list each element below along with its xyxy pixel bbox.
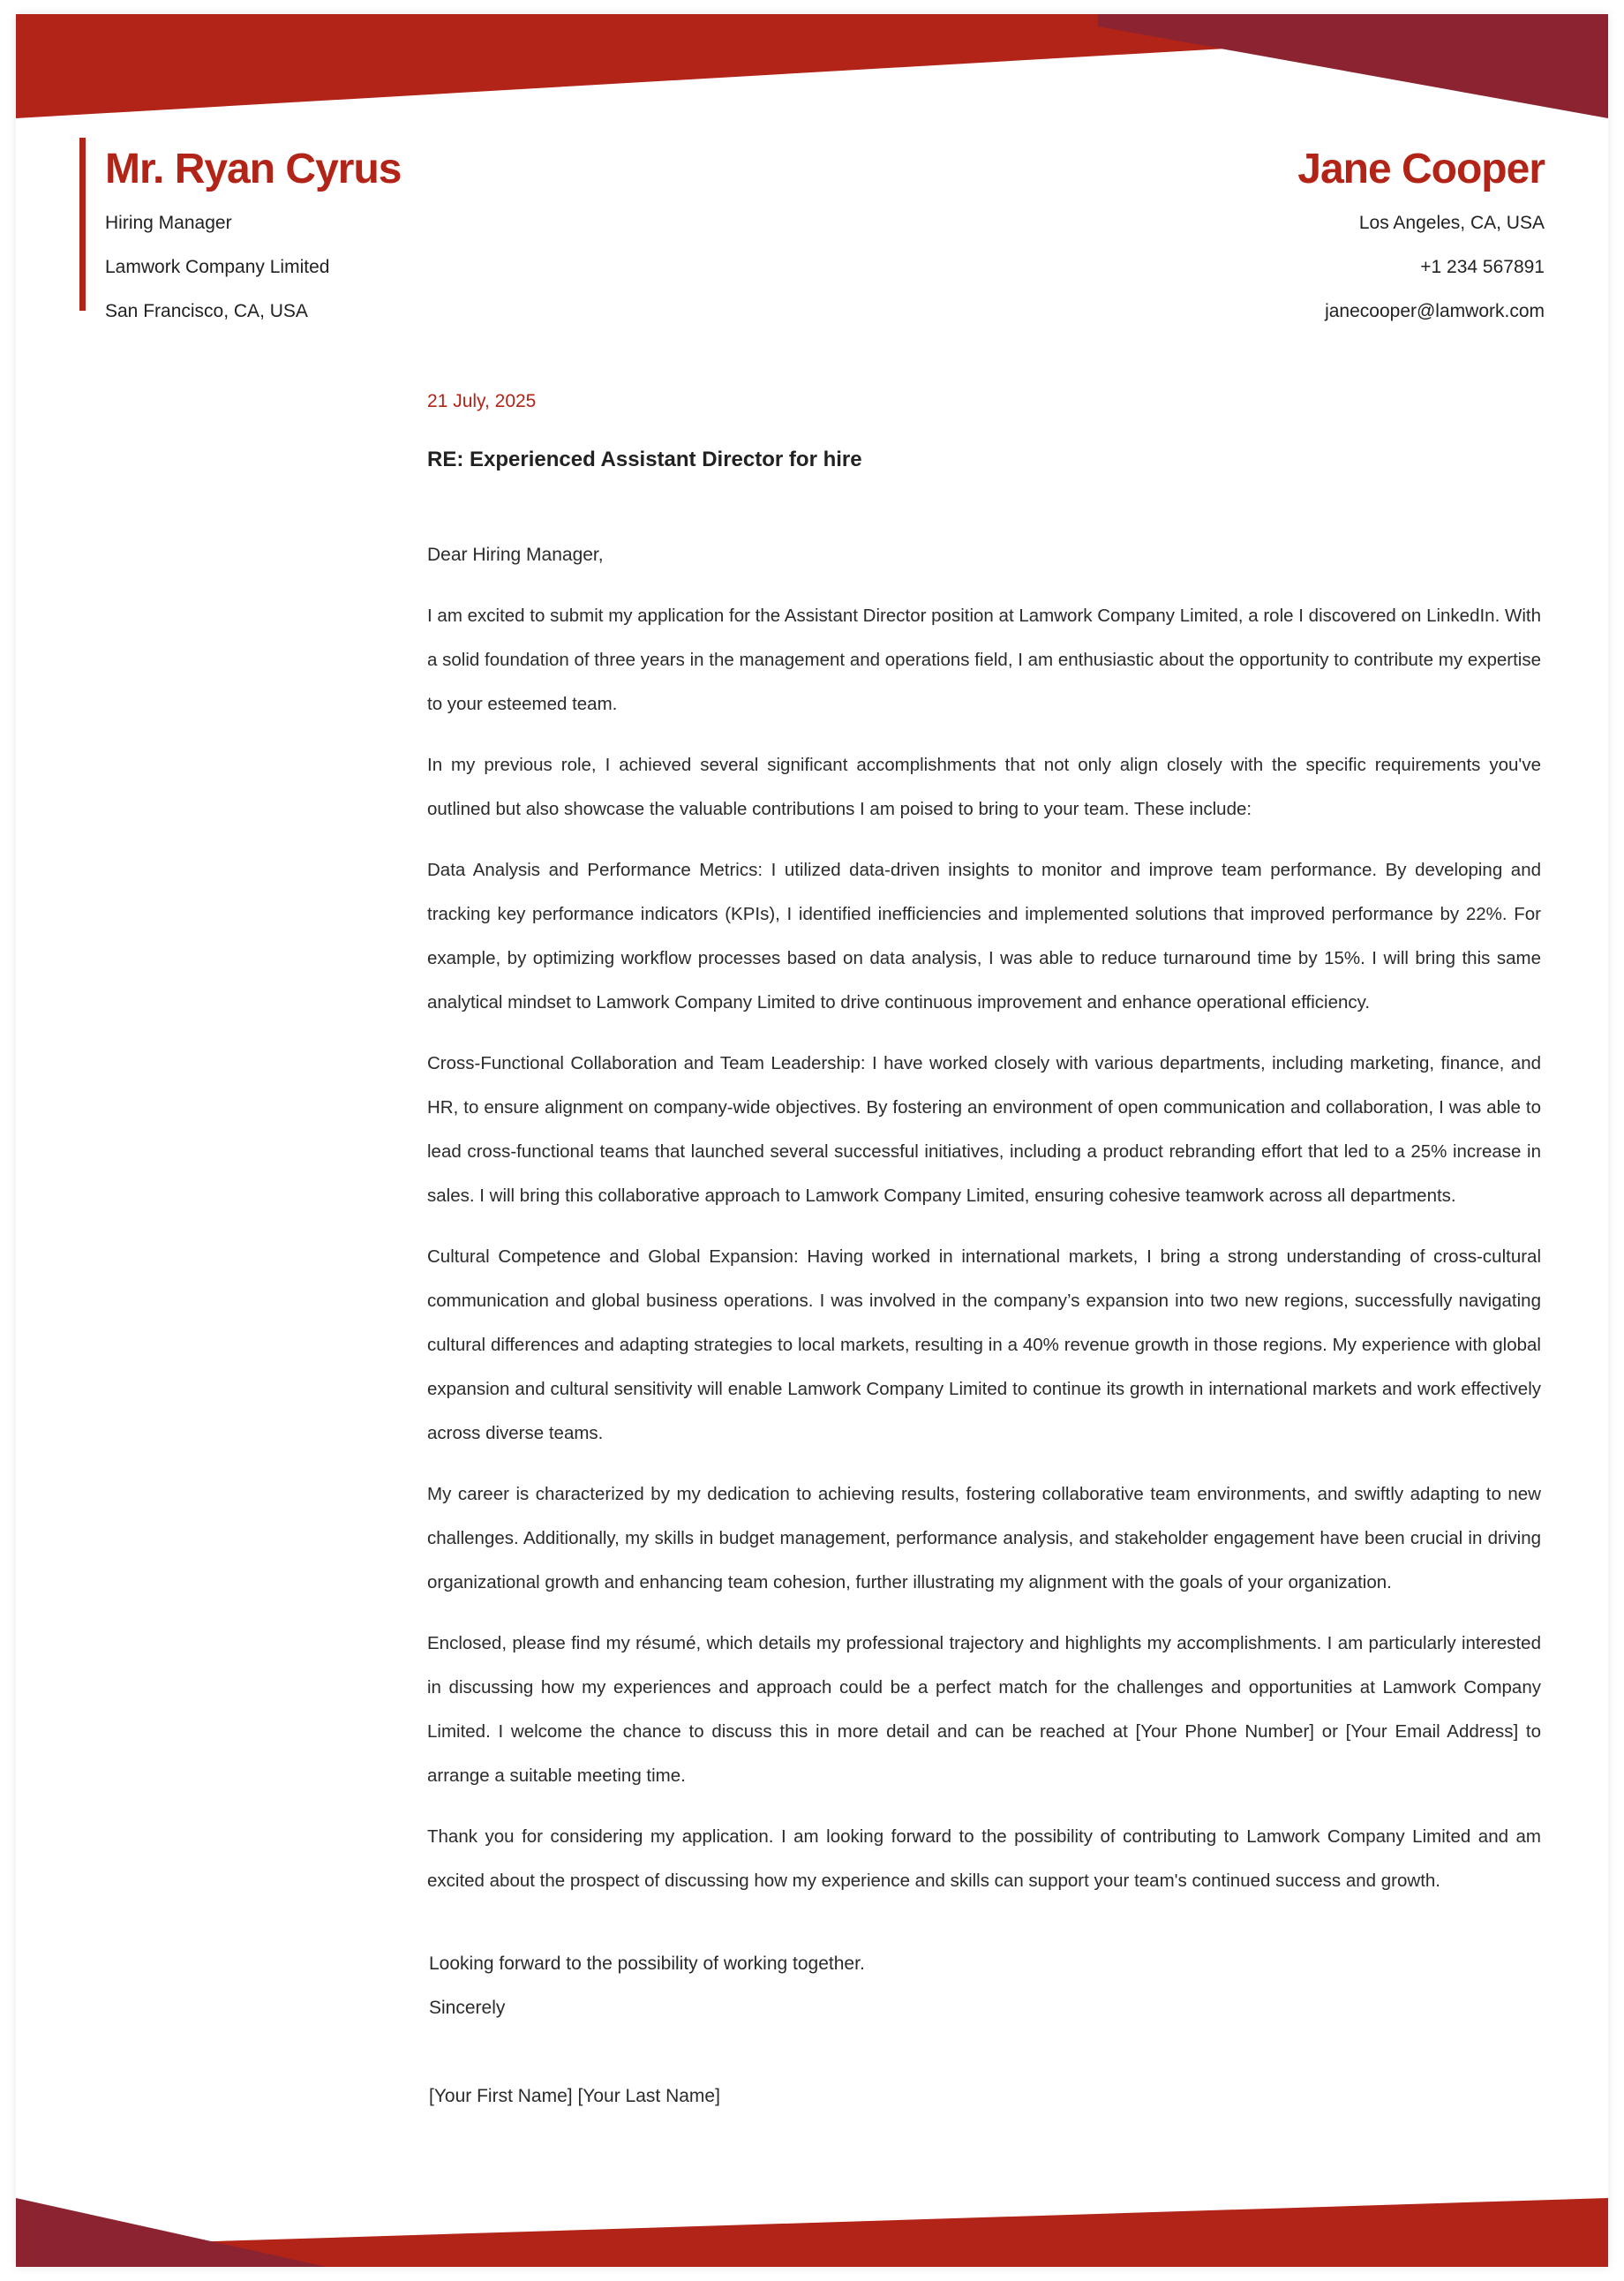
header-decoration <box>16 14 1608 138</box>
signature: [Your First Name] [Your Last Name] <box>429 2086 720 2106</box>
letter-date: 21 July, 2025 <box>427 391 537 411</box>
recipient-company: Lamwork Company Limited <box>105 257 330 277</box>
body-paragraph-3: Data Analysis and Performance Metrics: I utilized data-driven insights to monitor and improve team performance. By developing and tracking key performance indicators (KPIs), I identified inefficiencies and implemented solutions that improved performance by 22%. For example, by optimizing workflow processes based on data analysis, I was able to reduce turnaround time by 15%. I will bring this same analytical mindset to Lamwork Company Limited to drive continuous improvement and enhance operational efficiency. <box>427 860 1541 1013</box>
letter-page <box>16 14 1608 2267</box>
sender-block <box>927 138 1545 334</box>
body-paragraph-8: Thank you for considering my application. I am looking forward to the possibility of contributing to Lamwork Company Limited and am excited about the prospect of discussing how my experience and skills can support your team's continued success and growth. <box>427 1826 1541 1891</box>
body-paragraph-1: I am excited to submit my application for the Assistant Director position at Lamwork Company Limited, a role I discovered on LinkedIn. With a solid foundation of three years in the management and operations field, I am enthusiastic about the opportunity to contribute my expertise to your esteemed team. <box>427 606 1541 714</box>
sender-phone: +1 234 567891 <box>1420 257 1545 277</box>
letter-body <box>427 376 1541 2119</box>
letter-subject: RE: Experienced Assistant Director for hire <box>427 448 862 471</box>
sender-email: janecooper@lamwork.com <box>1325 301 1545 321</box>
sign-off: Sincerely <box>429 1998 506 2018</box>
sender-name: Jane Cooper <box>1297 146 1545 192</box>
recipient-name: Mr. Ryan Cyrus <box>105 146 402 192</box>
body-paragraph-4: Cross-Functional Collaboration and Team Leadership: I have worked closely with various departments, including marketing, finance, and HR, to ensure alignment on company-wide objectives. By fostering an environment of open communication and collaboration, I was able to lead cross-functional teams that launched several successful initiatives, including a product rebranding effort that led to a 25% increase in sales. I will bring this collaborative approach to Lamwork Company Limited, ensuring cohesive teamwork across all departments. <box>427 1053 1541 1206</box>
closing-block <box>429 1942 1541 2030</box>
header-band-dark <box>1098 14 1608 118</box>
recipient-title: Hiring Manager <box>105 213 232 233</box>
footer-decoration <box>16 2143 1608 2267</box>
body-paragraph-6: My career is characterized by my dedication to achieving results, fostering collaborative team environments, and swiftly adapting to new challenges. Additionally, my skills in budget management, performance analysis, and stakeholder engagement have been crucial in driving organizational growth and enhancing team cohesion, further illustrating my alignment with the goals of your organization. <box>427 1484 1541 1592</box>
body-paragraph-5: Cultural Competence and Global Expansion: Having worked in international markets, I bring a strong understanding of cross-cultural communication and global business operations. I was involved in the company’s expansion into two new regions, successfully navigating cultural differences and adapting strategies to local markets, resulting in a 40% revenue growth in those regions. My experience with global expansion and cultural sensitivity will enable Lamwork Company Limited to continue its growth in international markets and work effectively across diverse teams. <box>427 1246 1541 1443</box>
footer-band-dark <box>16 2198 327 2267</box>
closing-line: Looking forward to the possibility of working together. <box>429 1954 865 1974</box>
recipient-location: San Francisco, CA, USA <box>105 301 308 321</box>
body-paragraph-7: Enclosed, please find my résumé, which details my professional trajectory and highlights my accomplishments. I am particularly interested in discussing how my experiences and approach could be a perfect match for the challenges and opportunities at Lamwork Company Limited. I welcome the chance to discuss this in more detail and can be reached at [Your Phone Number] or [Your Email Address] to arrange a suitable meeting time. <box>427 1633 1541 1786</box>
body-paragraph-2: In my previous role, I achieved several significant accomplishments that not only align closely with the specific requirements you've outlined but also showcase the valuable contributions I am poised to bring to your team. These include: <box>427 755 1541 819</box>
recipient-block <box>79 138 723 321</box>
sender-location: Los Angeles, CA, USA <box>1358 213 1545 233</box>
salutation: Dear Hiring Manager, <box>427 545 604 565</box>
